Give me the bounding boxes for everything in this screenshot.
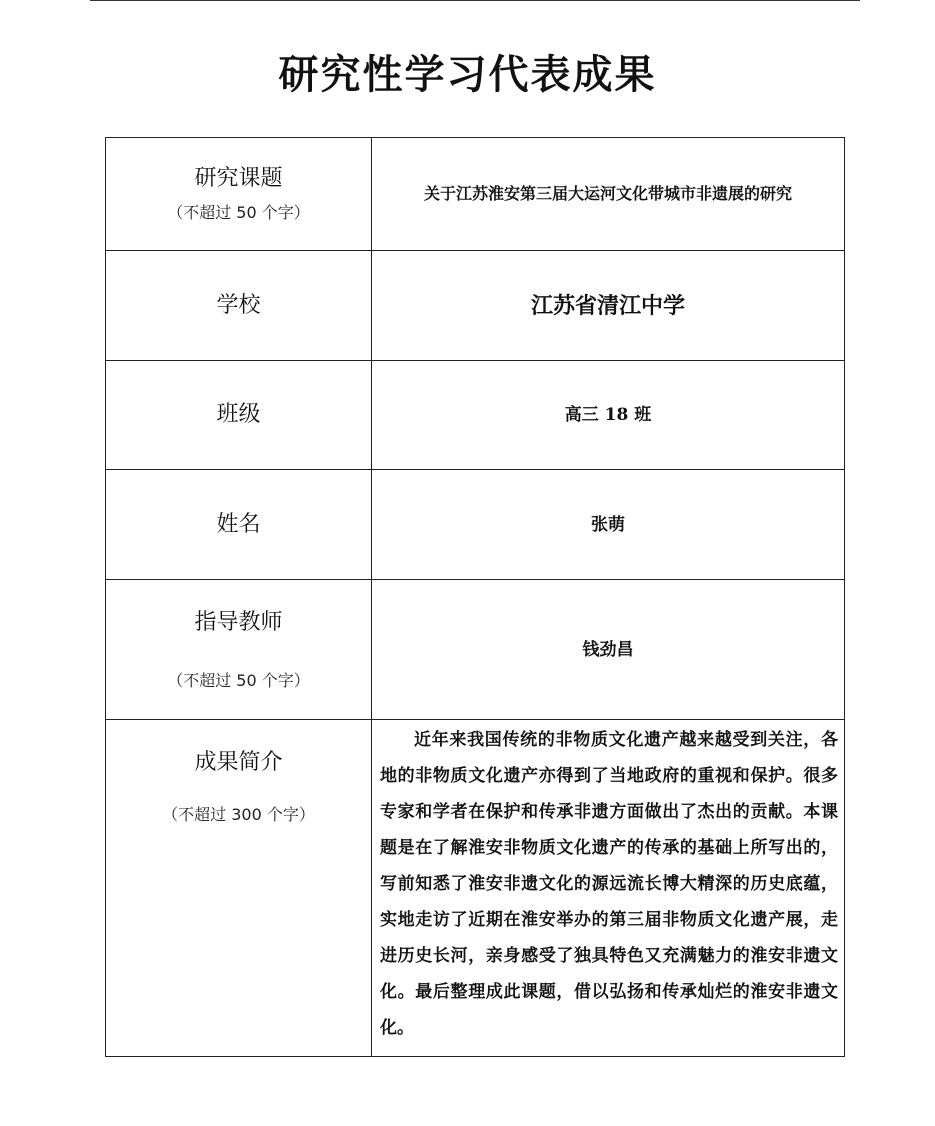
- name-label-cell: [106, 470, 372, 580]
- document-title: 研究性学习代表成果: [278, 52, 657, 98]
- school-label-cell: [106, 251, 372, 361]
- summary-label-cell: [106, 720, 372, 1057]
- class-label: 班级: [216, 402, 261, 427]
- topic-label: 研究课题: [194, 166, 283, 191]
- advisor-label-cell: [106, 580, 372, 720]
- row-topic: [106, 138, 845, 251]
- school-value: 江苏省清江中学: [372, 251, 845, 361]
- topic-value: 关于江苏淮安第三届大运河文化带城市非遗展的研究: [372, 138, 845, 251]
- form-table: [105, 137, 845, 1057]
- topic-note: （不超过 50 个字）: [167, 203, 310, 222]
- summary-note: （不超过 300 个字）: [162, 805, 315, 824]
- advisor-note: （不超过 50 个字）: [167, 670, 310, 690]
- summary-value-cell: [372, 720, 845, 1057]
- name-label: 姓名: [216, 511, 261, 537]
- row-school: [106, 251, 845, 361]
- class-label-cell: [106, 361, 372, 470]
- advisor-label: 指导教师: [194, 609, 283, 635]
- row-class: [106, 361, 845, 470]
- class-value: 高三 18 班: [372, 361, 845, 470]
- summary-label: 成果简介: [194, 750, 283, 775]
- top-rule: [90, 0, 860, 1]
- name-value: 张萌: [372, 470, 845, 580]
- summary-text: 近年来我国传统的非物质文化遗产越来越受到关注，各地的非物质文化遗产亦得到了当地政府的重视和保护。很多专家和学者在保护和传承非遗方面做出了杰出的贡献。本课题是在了解淮安非物质文化遗产的传承的基础上所写出的，写前知悉了淮安非遗文化的源远流长博大精深的历史底蕴，实地走访了近期在淮安举办的第三届非物质文化遗产展，走进历史长河，亲身感受了独具特色又充满魅力的淮安非遗文化。最后整理成此课题，借以弘扬和传承灿烂的淮安非遗文化。: [380, 730, 838, 1038]
- row-summary: [106, 720, 845, 1057]
- topic-label-cell: [106, 138, 372, 251]
- school-label: 学校: [216, 292, 261, 318]
- advisor-value: 钱劲昌: [372, 580, 845, 720]
- row-advisor: [106, 580, 845, 720]
- row-name: [106, 470, 845, 580]
